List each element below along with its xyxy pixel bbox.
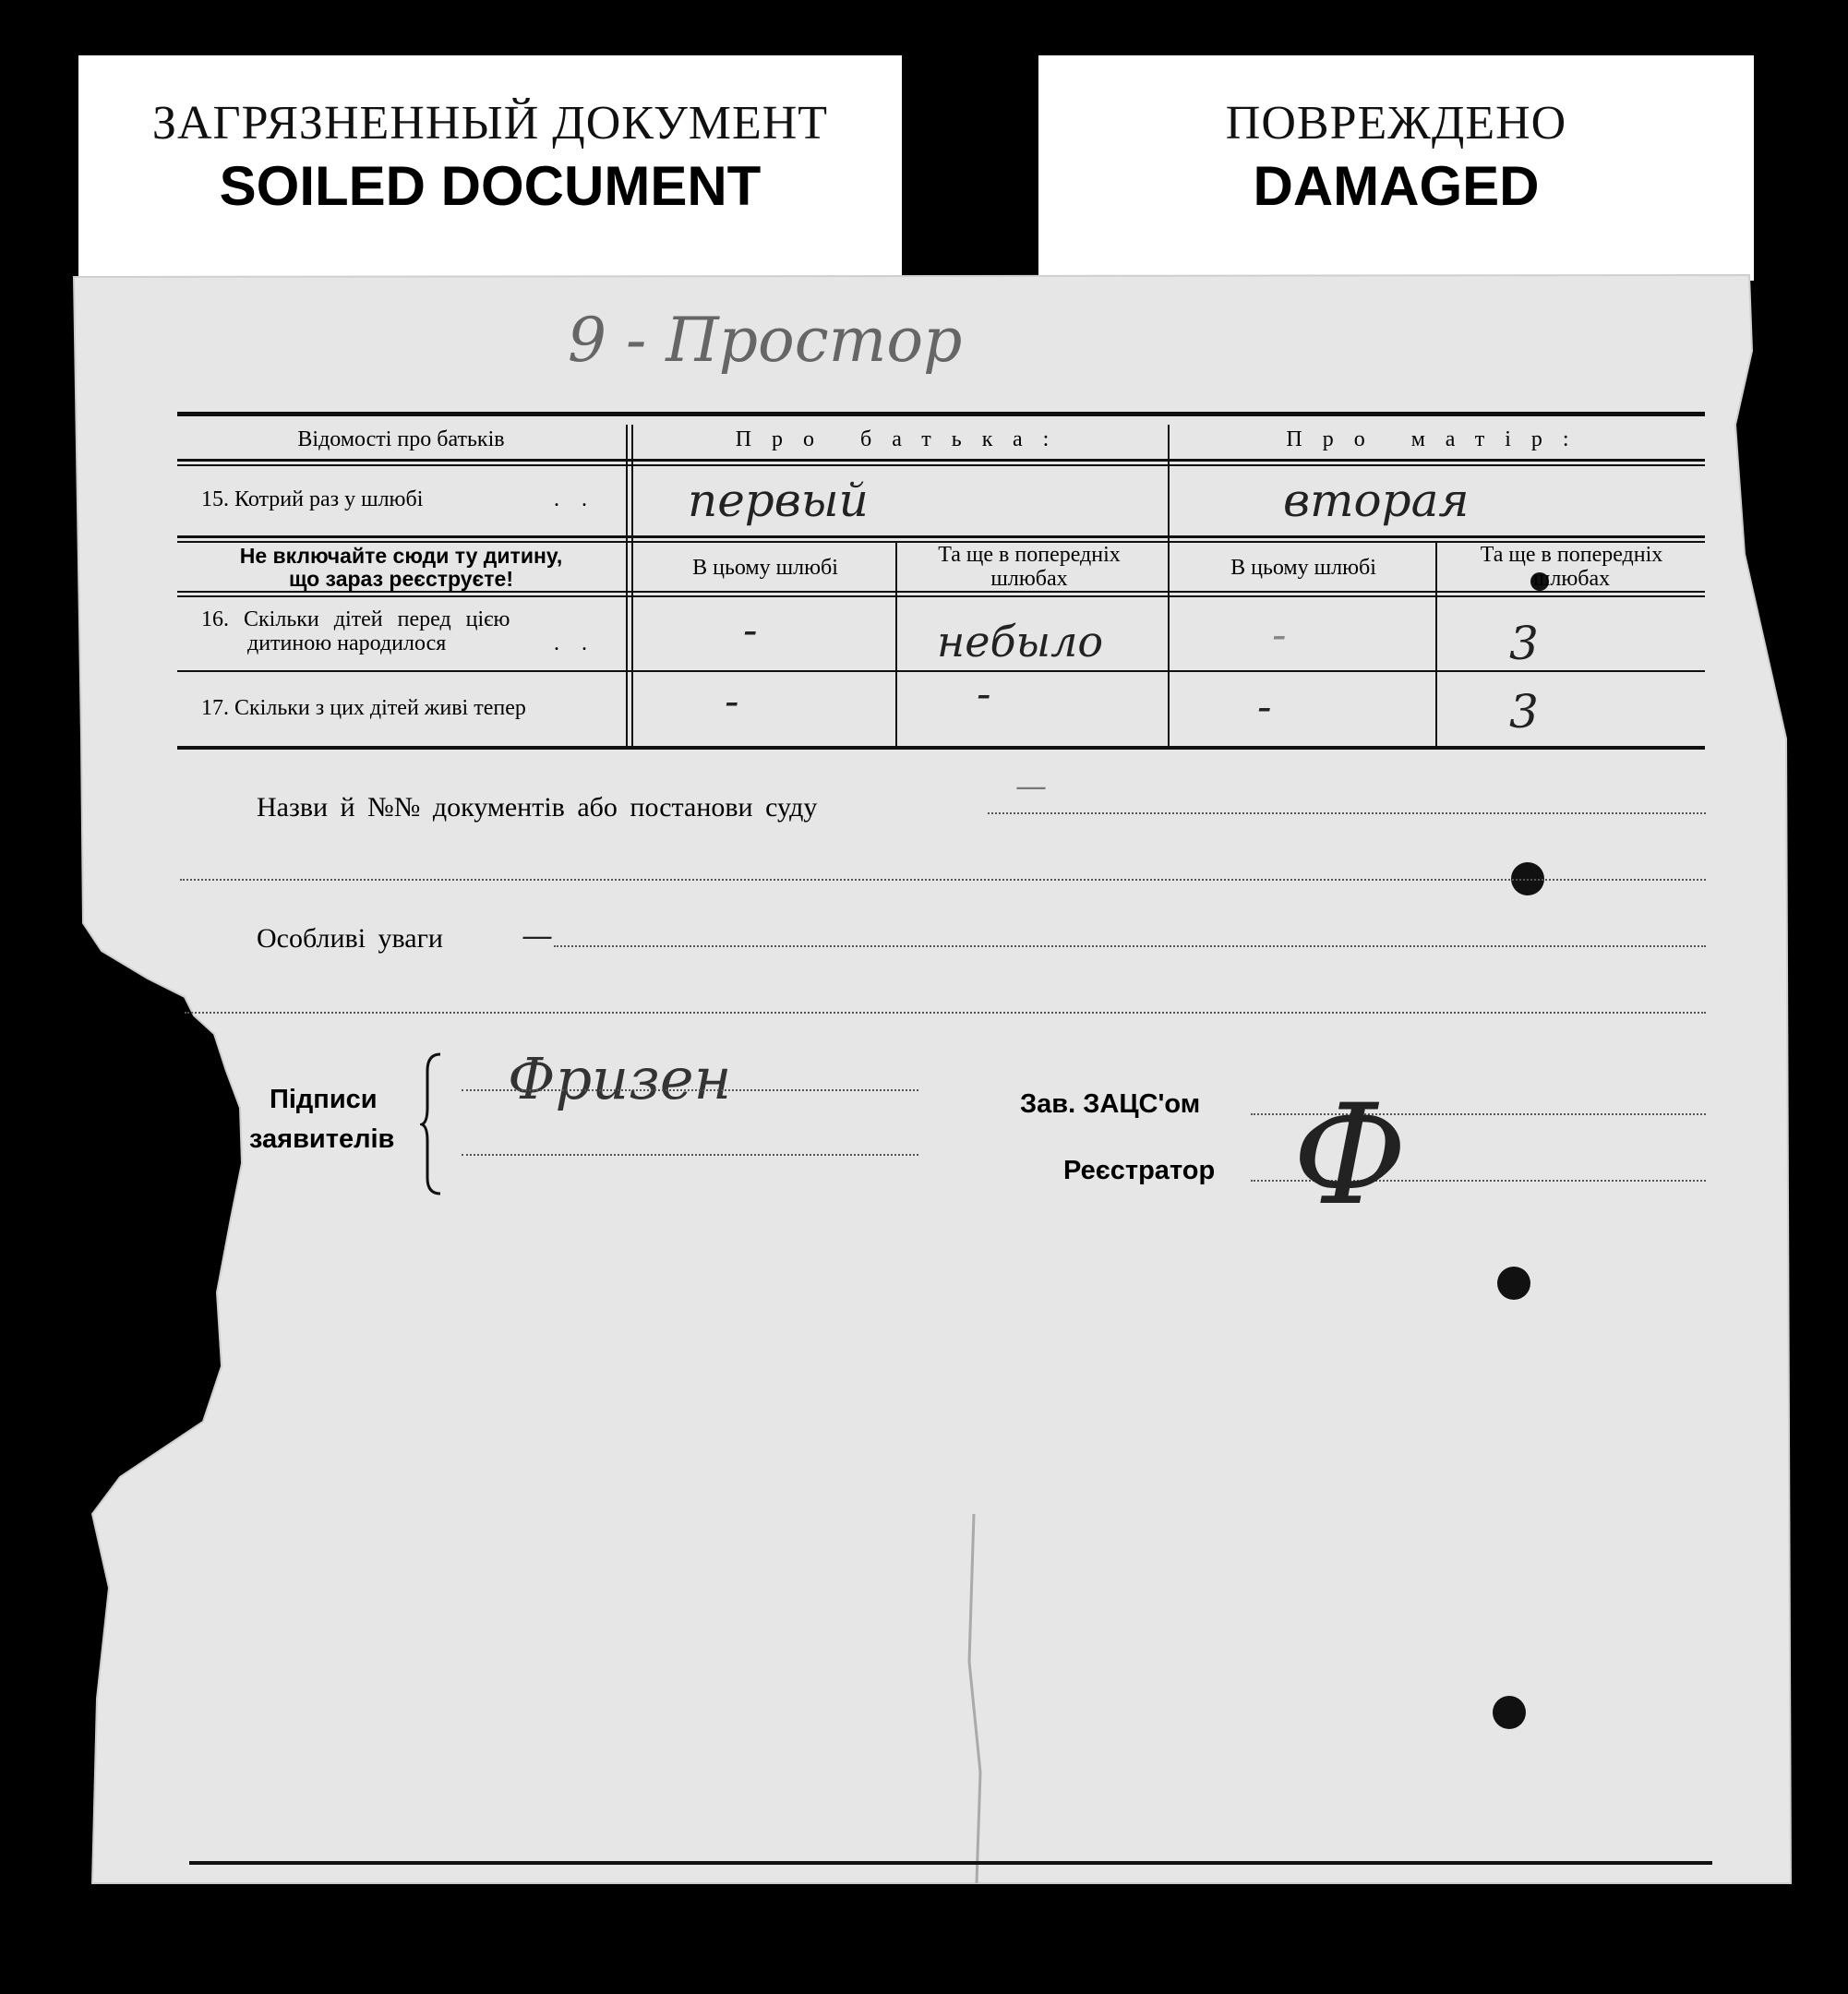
row15-label: 15. Котрий раз у шлюбі [201,487,424,511]
handwritten-header: 9 - Простор [568,305,963,376]
col-divider [1168,425,1170,748]
row16-father-prev: небыло [937,617,1104,667]
documents-line [988,812,1706,814]
row17-mother-this: - [1257,681,1272,731]
header-mother: Про матір: [1286,427,1590,451]
signatures-label-line1: Підписи [270,1085,378,1114]
table-header-rule [177,459,1705,462]
damaged-label-en: DAMAGED [1253,155,1540,217]
table-top-rule [177,412,1705,416]
col-divider [895,543,897,746]
table-header-rule-2 [177,464,1705,466]
row17-father-this: - [725,676,739,726]
header-father: Про батька: [735,427,1070,451]
row15-father-value: первый [688,474,869,527]
note-line1: Не включайте сюди ту дитину, [239,544,563,568]
signatures-brace [420,1052,448,1195]
col-divider [631,425,633,748]
row16-label-line2: дитиною народилося [247,631,447,655]
subheader-mother-prev: Та ще в попередніх шлюбах [1480,543,1663,591]
row15-leader: .. [554,487,609,511]
registrar-signature: Ф [1292,1075,1408,1236]
notes-value: — [522,918,553,955]
subheader-father-prev: Та ще в попередніх шлюбах [938,543,1121,591]
applicant-signature: Фризен [508,1045,732,1112]
subheader-father-this: В цьому шлюбі [692,556,838,580]
registrar-label: Реєстратор [1063,1156,1216,1185]
col-divider [1435,543,1437,746]
soiled-label-ru: ЗАГРЯЗНЕННЫЙ ДОКУМЕНТ [151,97,829,150]
row16-mother-prev: 3 [1509,617,1539,670]
row15-mother-value: вторая [1283,474,1470,527]
row16-bottom-rule [177,670,1705,672]
subheader-bottom-rule-2 [177,595,1705,597]
documents-line-2 [180,879,1706,881]
notes-label: Особливі уваги [257,923,443,954]
paper-shape [74,275,1791,1883]
note-line2: що зараз реєструєте! [289,567,513,591]
row16-label-line1: 16. Скільки дітей перед цією [201,607,510,631]
head-label: Зав. ЗАЦС'ом [1020,1089,1201,1119]
row17-mother-prev: 3 [1509,685,1539,739]
punch-hole [1493,1696,1526,1729]
row17-label: 17. Скільки з цих дітей живі тепер [201,696,526,720]
applicant-signature-line-1 [462,1089,918,1091]
documents-value: — [1015,768,1047,805]
subheader-mother-this: В цьому шлюбі [1230,556,1376,580]
applicant-signature-line-2 [462,1154,918,1156]
notes-line-2 [185,1012,1706,1014]
row16-mother-this: - [1272,609,1287,659]
col-divider [626,425,628,748]
row16-leader: .. [554,631,609,655]
soiled-label-en: SOILED DOCUMENT [219,155,762,217]
notes-line [554,945,1706,947]
row17-father-prev: - [977,668,991,718]
row16-father-this: - [743,605,758,655]
documents-label: Назви й №№ документів або постанови суду [257,792,818,823]
table-bottom-rule [177,746,1705,750]
damaged-label-ru: ПОВРЕЖДЕНО [1225,97,1567,150]
signatures-label-line2: заявителів [249,1124,395,1154]
row15-bottom-rule [177,535,1705,538]
punch-hole [1497,1267,1530,1300]
header-info: Відомості про батьків [297,427,505,451]
